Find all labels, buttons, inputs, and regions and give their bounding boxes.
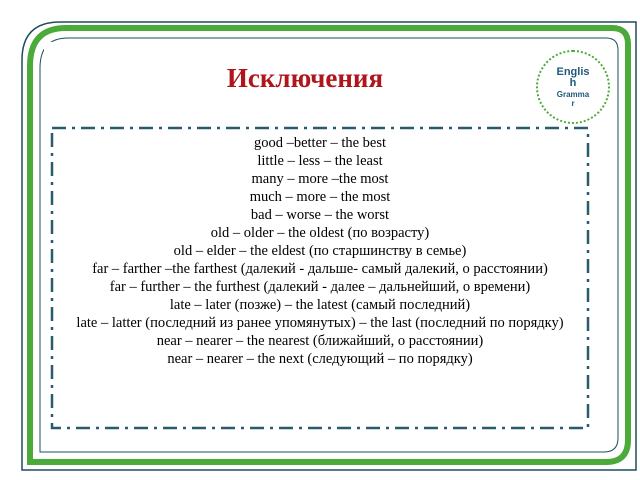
english-grammar-badge — [536, 50, 610, 124]
list-item: far – further – the furthest (далекий - далее – дальнейший, о времени) — [109, 279, 531, 295]
list-item: near – nearer – the next (следующий – по порядку) — [167, 351, 473, 367]
list-item: many – more –the most — [251, 171, 389, 187]
badge-label-english: English — [556, 65, 590, 89]
list-item: much – more – the most — [249, 189, 391, 205]
list-item: far – farther –the farthest (далекий - дальше- самый далекий, о расстоянии) — [92, 261, 548, 277]
list-item: late – latter (последний из ранее упомянутых) – the last (последний по порядку) — [76, 315, 564, 331]
list-item: near – nearer – the nearest (ближайший, о расстоянии) — [156, 333, 484, 349]
list-item: good –better – the best — [253, 135, 387, 151]
list-item: bad – worse – the worst — [250, 207, 390, 223]
list-item: old – older – the oldest (по возрасту) — [210, 225, 430, 241]
list-item: late – later (позже) – the latest (самый последний) — [169, 297, 471, 313]
exceptions-list — [56, 134, 584, 368]
list-item: old – elder – the eldest (по старшинству в семье) — [173, 243, 467, 259]
slide-title: Исключения — [226, 63, 384, 93]
list-item: little – less – the least — [257, 153, 383, 169]
badge-label-grammar: Grammar — [556, 89, 590, 108]
